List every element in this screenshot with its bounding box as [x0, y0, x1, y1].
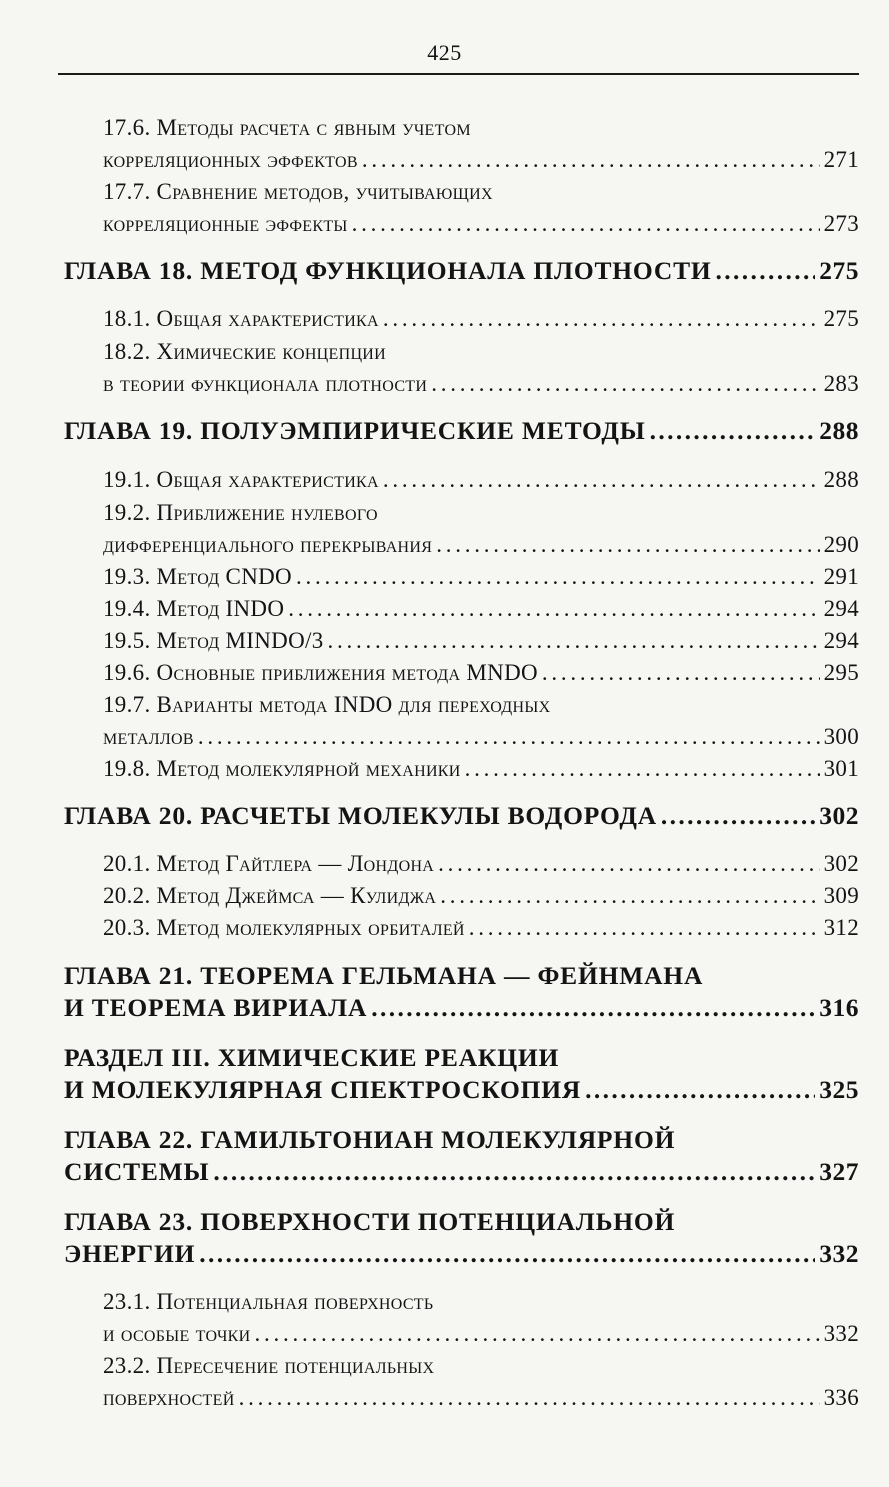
toc-chapter-entry: [64, 800, 859, 832]
toc-entry-title: металлов: [103, 724, 194, 749]
dot-leader: [213, 1156, 815, 1188]
toc-line: [64, 1074, 859, 1106]
toc-page-number: 294: [823, 628, 859, 653]
toc-page-number: 325: [819, 1075, 859, 1104]
toc-line: [103, 368, 859, 400]
toc-line: [103, 336, 859, 368]
toc-line: [64, 960, 859, 992]
dot-leader: [352, 208, 820, 240]
toc-chapter-entry: [64, 1042, 859, 1106]
toc-section-entry: [103, 497, 859, 561]
toc-entry-title: 18.1. Общая характеристика: [103, 306, 379, 331]
dot-leader: [436, 529, 819, 561]
toc-page-number: 291: [823, 564, 859, 589]
toc-line: [64, 415, 859, 447]
toc-chapter-entry: [64, 1206, 859, 1270]
toc-line: [103, 303, 859, 335]
toc-line: [103, 657, 859, 689]
page-number: 425: [427, 40, 462, 65]
toc-section-entry: [103, 753, 859, 785]
toc-page-number: 309: [823, 883, 859, 908]
toc-section-entry: [103, 848, 859, 880]
toc-entry-title: дифференциального перекрывания: [103, 532, 433, 557]
toc-page-number: 332: [823, 1321, 859, 1346]
toc-entry-title: 20.2. Метод Джеймса — Кулиджа: [103, 883, 437, 908]
toc-entry-title: 23.1. Потенциальная поверхность: [103, 1289, 434, 1314]
toc-entry-title: 20.1. Метод Гайтлера — Лондона: [103, 851, 435, 876]
toc-page-number: 288: [819, 416, 859, 445]
toc-entry-title: корреляционные эффекты: [103, 211, 348, 236]
toc-page-number: 275: [823, 306, 859, 331]
toc-page-number: 336: [823, 1385, 859, 1410]
toc-section-entry: [103, 336, 859, 400]
toc-entry-title: ГЛАВА 23. ПОВЕРХНОСТИ ПОТЕНЦИАЛЬНОЙ: [64, 1207, 676, 1236]
dot-leader: [199, 1238, 815, 1270]
toc-line: [103, 529, 859, 561]
toc-line: [64, 255, 859, 287]
toc-entry-title: 19.3. Метод CNDO: [103, 564, 292, 589]
toc-line: [103, 753, 859, 785]
toc-line: [64, 1124, 859, 1156]
toc-line: [64, 1156, 859, 1188]
dot-leader: [383, 303, 820, 335]
dot-leader: [465, 753, 820, 785]
toc-page-number: 316: [819, 993, 859, 1022]
toc-entry-title: и особые точки: [103, 1321, 251, 1346]
toc-line: [103, 1382, 859, 1414]
toc-line: [64, 1042, 859, 1074]
toc-section-entry: [103, 176, 859, 240]
toc-line: [103, 848, 859, 880]
toc-entry-title: 23.2. Пересечение потенциальных: [103, 1353, 435, 1378]
toc-section-entry: [103, 593, 859, 625]
toc-entry-title: ГЛАВА 19. ПОЛУЭМПИРИЧЕСКИЕ МЕТОДЫ: [64, 416, 646, 445]
toc-entry-title: 19.5. Метод MINDO/3: [103, 628, 324, 653]
toc-entry-title: И МОЛЕКУЛЯРНАЯ СПЕКТРОСКОПИЯ: [64, 1075, 582, 1104]
dot-leader: [198, 721, 820, 753]
toc-chapter-entry: [64, 415, 859, 447]
toc-page-number: 288: [823, 467, 859, 492]
toc-line: [103, 176, 859, 208]
toc-entry-title: 19.4. Метод INDO: [103, 596, 285, 621]
toc-section-entry: [103, 689, 859, 753]
toc-entry-title: ЭНЕРГИИ: [64, 1239, 196, 1268]
toc-entry-title: поверхностей: [103, 1385, 235, 1410]
toc-line: [103, 208, 859, 240]
toc-line: [103, 912, 859, 944]
toc-section-entry: [103, 880, 859, 912]
dot-leader: [431, 368, 819, 400]
toc-page-number: 300: [823, 724, 859, 749]
toc-entry-title: 17.7. Сравнение методов, учитывающих: [103, 179, 493, 204]
toc-section-entry: [103, 561, 859, 593]
dot-leader: [239, 1382, 820, 1414]
toc-section-entry: [103, 912, 859, 944]
toc-line: [103, 880, 859, 912]
toc-line: [103, 464, 859, 496]
toc-page-number: 273: [823, 211, 859, 236]
toc-section-entry: [103, 657, 859, 689]
toc-entry-title: корреляционных эффектов: [103, 147, 358, 172]
dot-leader: [362, 144, 820, 176]
toc-line: [103, 1318, 859, 1350]
toc-entry-title: 19.7. Варианты метода INDO для переходных: [103, 692, 551, 717]
toc-line: [103, 561, 859, 593]
toc-line: [103, 497, 859, 529]
toc-page-number: 271: [823, 147, 859, 172]
dot-leader: [650, 415, 816, 447]
toc-line: [103, 112, 859, 144]
toc-entry-title: 18.2. Химические концепции: [103, 339, 387, 364]
toc-line: [103, 625, 859, 657]
toc-line: [64, 992, 859, 1024]
toc-entry-title: ГЛАВА 21. ТЕОРЕМА ГЕЛЬМАНА — ФЕЙНМАНА: [64, 961, 704, 990]
toc-section-entry: [103, 464, 859, 496]
toc-chapter-entry: [64, 1124, 859, 1188]
toc-entry-title: в теории функционала плотности: [103, 371, 428, 396]
dot-leader: [440, 880, 819, 912]
toc-line: [103, 1286, 859, 1318]
toc-line: [64, 800, 859, 832]
toc-page-number: 302: [819, 801, 859, 830]
dot-leader: [328, 625, 820, 657]
toc-line: [103, 1350, 859, 1382]
toc-entry-title: 19.1. Общая характеристика: [103, 467, 379, 492]
toc-chapter-entry: [64, 255, 859, 287]
toc-entry-title: 19.8. Метод молекулярной механики: [103, 756, 461, 781]
toc-line: [103, 144, 859, 176]
toc-page-number: 294: [823, 596, 859, 621]
dot-leader: [371, 992, 815, 1024]
dot-leader: [288, 593, 819, 625]
dot-leader: [716, 255, 816, 287]
dot-leader: [542, 657, 820, 689]
toc-line: [103, 721, 859, 753]
toc-entry-title: СИСТЕМЫ: [64, 1157, 210, 1186]
dot-leader: [469, 912, 820, 944]
toc-section-entry: [103, 625, 859, 657]
toc-line: [103, 593, 859, 625]
toc-line: [64, 1238, 859, 1270]
toc-entry-title: И ТЕОРЕМА ВИРИАЛА: [64, 993, 368, 1022]
toc-page-number: 312: [823, 915, 859, 940]
toc-section-entry: [103, 1350, 859, 1414]
toc-entry-title: ГЛАВА 20. РАСЧЕТЫ МОЛЕКУЛЫ ВОДОРОДА: [64, 801, 657, 830]
toc-section-entry: [103, 1286, 859, 1350]
toc-line: [103, 689, 859, 721]
dot-leader: [661, 800, 815, 832]
toc-entry-title: ГЛАВА 22. ГАМИЛЬТОНИАН МОЛЕКУЛЯРНОЙ: [64, 1125, 676, 1154]
toc-entry-title: ГЛАВА 18. МЕТОД ФУНКЦИОНАЛА ПЛОТНОСТИ: [64, 256, 712, 285]
toc-page-number: 275: [819, 256, 859, 285]
toc-chapter-entry: [64, 960, 859, 1024]
toc-entry-title: 17.6. Методы расчета с явным учетом: [103, 115, 471, 140]
toc-line: [64, 1206, 859, 1238]
dot-leader: [296, 561, 820, 593]
toc-entry-title: 19.6. Основные приближения метода MNDO: [103, 660, 538, 685]
toc-page-number: 295: [823, 660, 859, 685]
toc-page-number: 332: [819, 1239, 859, 1268]
dot-leader: [255, 1318, 820, 1350]
toc-page-number: 327: [819, 1157, 859, 1186]
toc-page-number: 301: [823, 756, 859, 781]
dot-leader: [438, 848, 819, 880]
toc-page-number: 290: [823, 532, 859, 557]
toc-section-entry: [103, 112, 859, 176]
toc-entry-title: РАЗДЕЛ III. ХИМИЧЕСКИЕ РЕАКЦИИ: [64, 1043, 560, 1072]
toc-section-entry: [103, 303, 859, 335]
toc-page-number: 283: [823, 371, 859, 396]
toc-entry-title: 20.3. Метод молекулярных орбиталей: [103, 915, 465, 940]
dot-leader: [383, 464, 820, 496]
toc-page-number: 302: [823, 851, 859, 876]
toc-entry-title: 19.2. Приближение нулевого: [103, 500, 378, 525]
dot-leader: [585, 1074, 815, 1106]
